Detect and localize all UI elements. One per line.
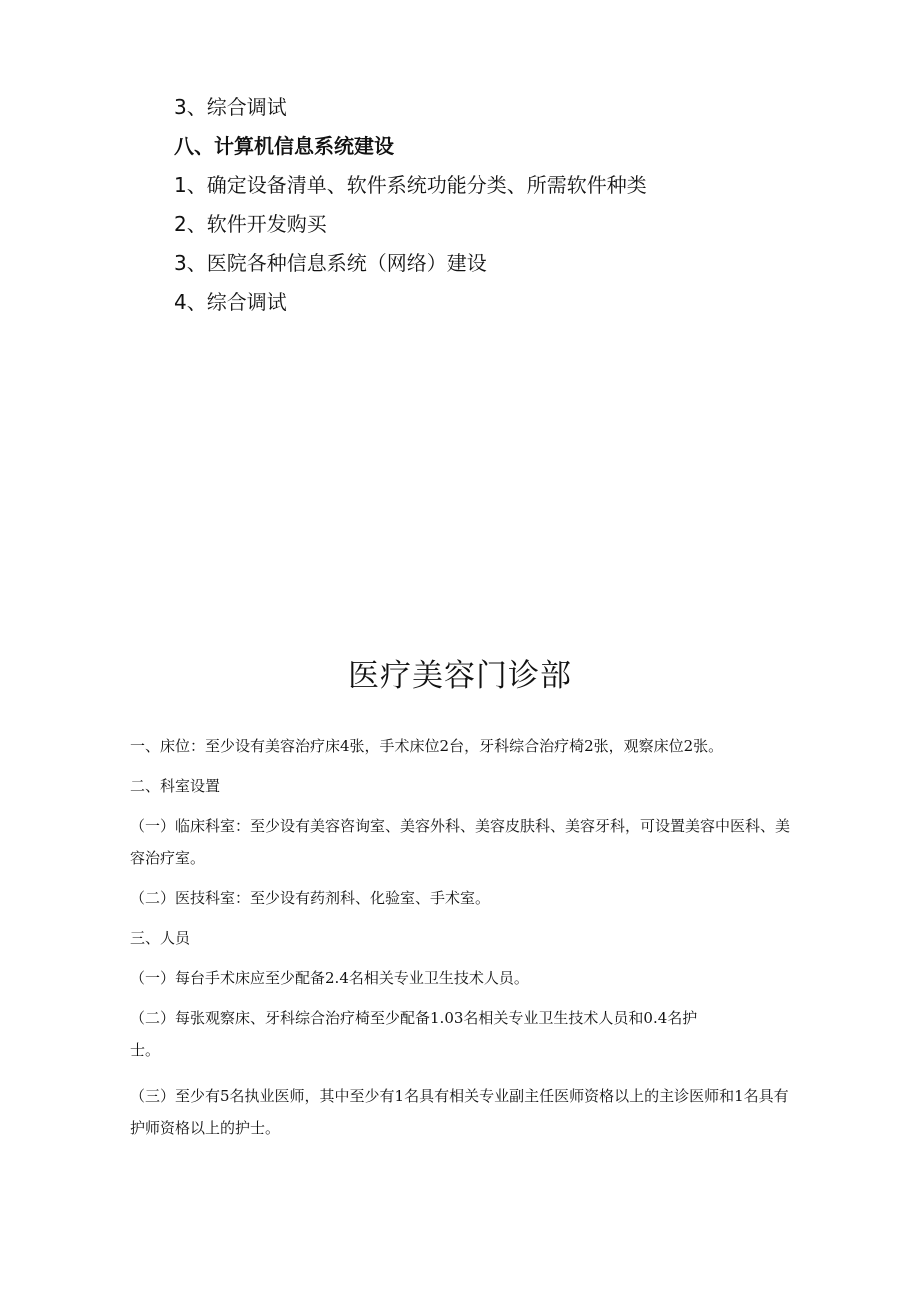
section-heading: 八、计算机信息系统建设 <box>174 134 394 158</box>
section-body <box>130 730 790 1152</box>
list-item: 4、综合调试 <box>174 290 287 314</box>
paragraph-physicians: （三）至少有5名执业医师，其中至少有1名具有相关专业副主任医师资格以上的主诊医师和1名具有护师资格以上的护士。 <box>130 1087 789 1137</box>
paragraph-surgery-staff: （一）每台手术床应至少配备2.4名相关专业卫生技术人员。 <box>130 969 529 987</box>
list-item: 2、软件开发购买 <box>174 212 327 236</box>
page-title: 医疗美容门诊部 <box>348 658 572 694</box>
upper-list <box>174 88 814 322</box>
paragraph-beds: 一、床位：至少设有美容治疗床4张，手术床位2台，牙科综合治疗椅2张，观察床位2张。 <box>130 737 724 755</box>
paragraph-observation-staff: （二）每张观察床、牙科综合治疗椅至少配备1.03名相关专业卫生技术人员和0.4名护士。 <box>130 1009 698 1059</box>
paragraph-staff-heading: 三、人员 <box>130 929 191 947</box>
list-item: 3、医院各种信息系统（网络）建设 <box>174 251 487 275</box>
list-item: 1、确定设备清单、软件系统功能分类、所需软件种类 <box>174 173 647 197</box>
list-item: 3、综合调试 <box>174 95 287 119</box>
paragraph-clinical-departments: （一）临床科室：至少设有美容咨询室、美容外科、美容皮肤科、美容牙科，可设置美容中医科、美容治疗室。 <box>130 817 791 867</box>
paragraph-departments-heading: 二、科室设置 <box>130 777 221 795</box>
paragraph-medical-tech-departments: （二）医技科室：至少设有药剂科、化验室、手术室。 <box>130 889 491 907</box>
